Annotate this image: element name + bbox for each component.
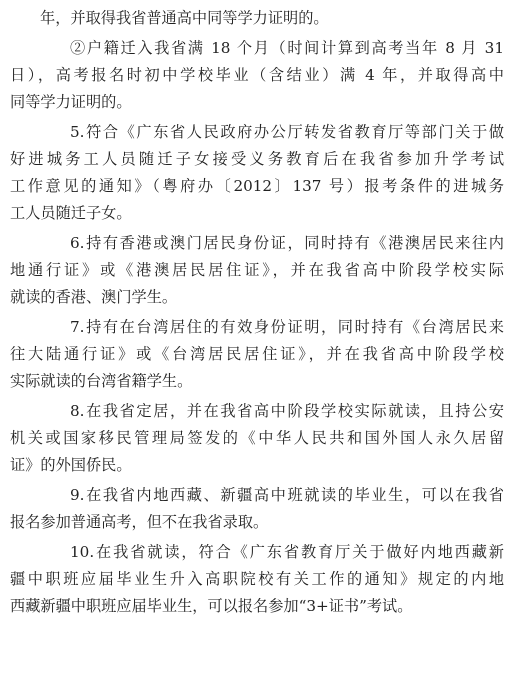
text-line: 报名参加普通高考，但不在我省录取。 bbox=[10, 513, 269, 531]
paragraph-item-2 bbox=[10, 35, 504, 116]
text-line: 8.在我省定居，并在我省高中阶段学校实际就读，且持公安 bbox=[70, 402, 504, 420]
paragraph-continued bbox=[40, 5, 504, 32]
text-line: 6.持有香港或澳门居民身份证，同时持有《港澳居民来往内 bbox=[70, 234, 504, 252]
paragraph-item-5 bbox=[10, 119, 504, 227]
text-line: 地通行证》或《港澳居民居住证》，并在我省高中阶段学校实际 bbox=[10, 261, 504, 279]
text-line: 就读的香港、澳门学生。 bbox=[10, 288, 178, 306]
text-line: 年，并取得我省普通高中同等学力证明的。 bbox=[40, 9, 329, 27]
text-line: 工作意见的通知》（粤府办〔2012〕137 号）报考条件的进城务 bbox=[10, 177, 504, 195]
text-line: 10.在我省就读，符合《广东省教育厅关于做好内地西藏新 bbox=[70, 543, 504, 561]
text-line: 日），高考报名时初中学校毕业（含结业）满 4 年，并取得高中 bbox=[10, 66, 504, 84]
paragraph-item-6 bbox=[10, 230, 504, 311]
text-line: 5.符合《广东省人民政府办公厅转发省教育厅等部门关于做 bbox=[70, 123, 504, 141]
paragraph-item-9 bbox=[10, 482, 504, 536]
text-line: 机关或国家移民管理局签发的《中华人民共和国外国人永久居留 bbox=[10, 429, 504, 447]
text-line: 西藏新疆中职班应届毕业生，可以报名参加“3+证书”考试。 bbox=[10, 597, 413, 615]
text-line: 疆中职班应届毕业生升入高职院校有关工作的通知》规定的内地 bbox=[10, 570, 504, 588]
paragraph-item-10 bbox=[10, 539, 504, 620]
text-line: 好进城务工人员随迁子女接受义务教育后在我省参加升学考试 bbox=[10, 150, 504, 168]
paragraph-item-7 bbox=[10, 314, 504, 395]
text-line: 证》的外国侨民。 bbox=[10, 456, 132, 474]
paragraph-item-8 bbox=[10, 398, 504, 479]
text-line: 9.在我省内地西藏、新疆高中班就读的毕业生，可以在我省 bbox=[70, 486, 504, 504]
text-line: 7.持有在台湾居住的有效身份证明，同时持有《台湾居民来 bbox=[70, 318, 504, 336]
text-line: 工人员随迁子女。 bbox=[10, 204, 132, 222]
text-line: 往大陆通行证》或《台湾居民居住证》，并在我省高中阶段学校 bbox=[10, 345, 504, 363]
text-line: 同等学力证明的。 bbox=[10, 93, 132, 111]
text-line: 实际就读的台湾省籍学生。 bbox=[10, 372, 193, 390]
text-line: ②户籍迁入我省满 18 个月（时间计算到高考当年 8 月 31 bbox=[70, 39, 504, 57]
